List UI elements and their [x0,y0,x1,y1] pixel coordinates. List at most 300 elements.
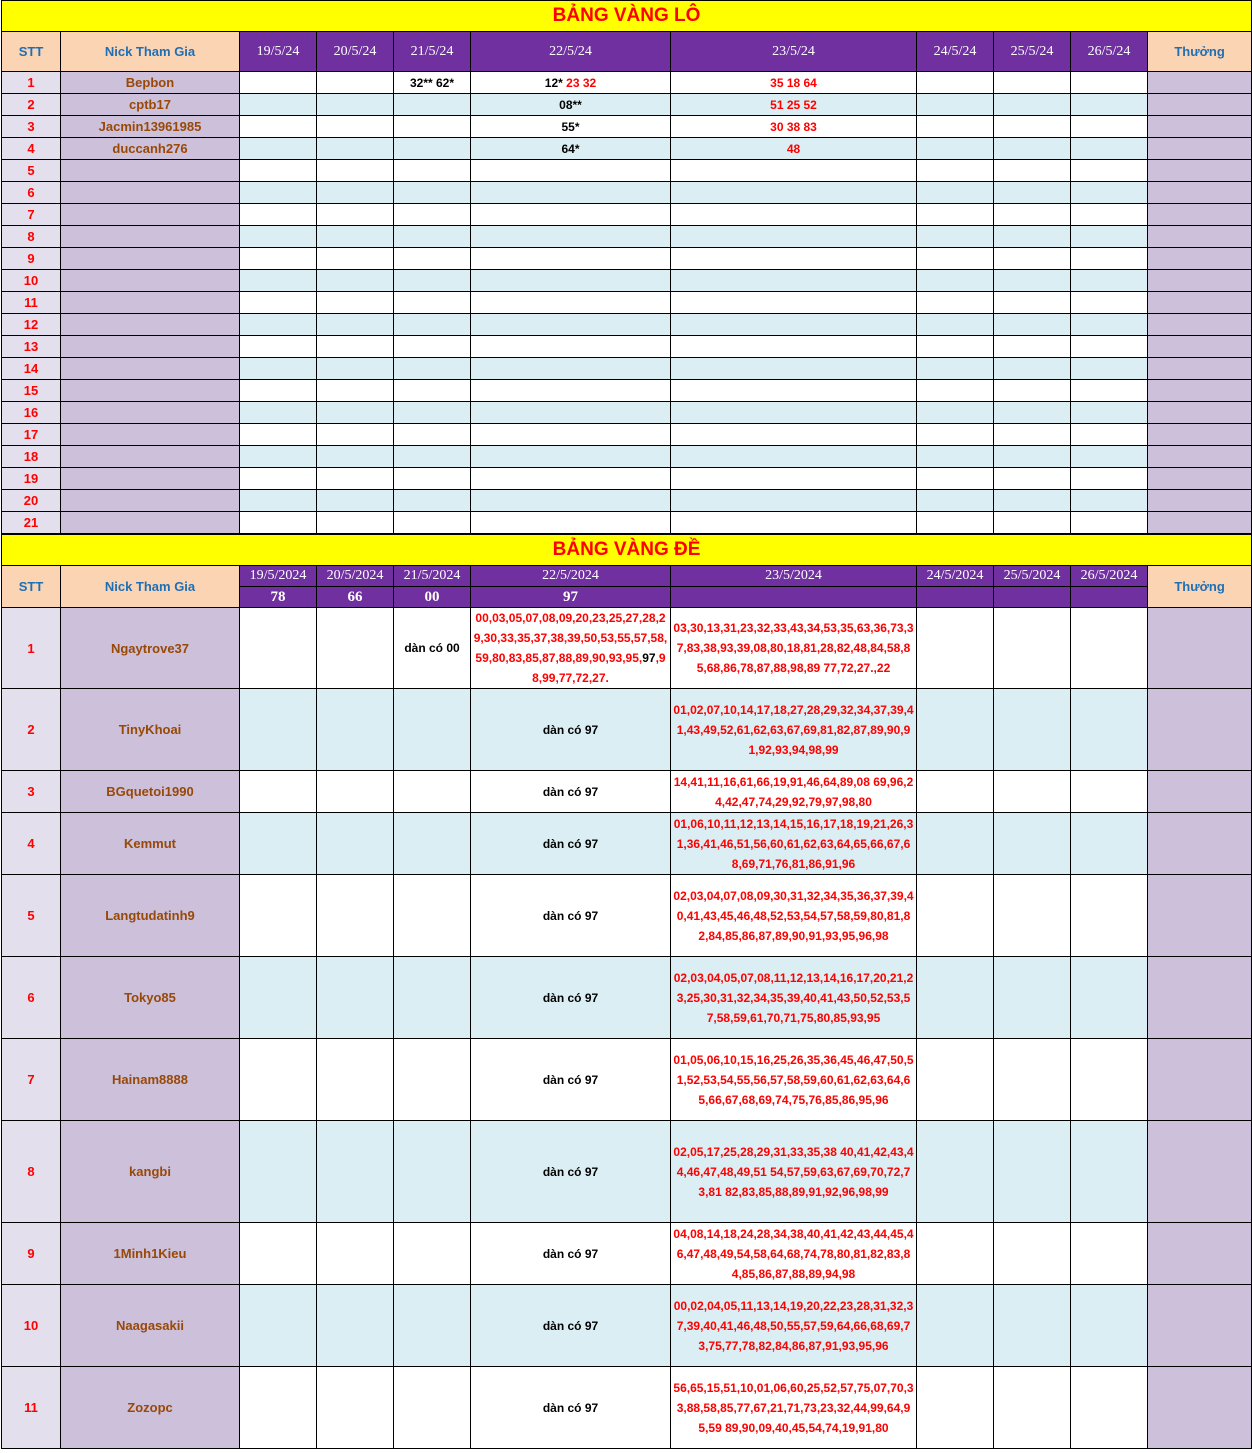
date-cell [317,116,394,138]
prize-cell [1148,424,1252,446]
date-cell [1071,468,1148,490]
date-cell [240,402,317,424]
date-cell [917,314,994,336]
table-row [2,771,1252,813]
stt-cell: 18 [2,446,61,468]
date-cell [394,424,471,446]
de-result-cell [994,587,1071,608]
date-cell [917,512,994,534]
lo-body [2,72,1252,534]
stt-cell: 16 [2,402,61,424]
date-cell [917,957,994,1039]
date-cell [994,446,1071,468]
cell-text: 56,65,15,51,10,01,06,60,25,52,57,75,07,70,33,88,58,85,77,67,21,71,73,23,32,44,99,64,95,59 89,90,09,40,45,54,74,19,91,80 [673,1380,914,1435]
date-cell [240,314,317,336]
date-cell [240,490,317,512]
nick-cell: BGquetoi1990 [61,771,240,813]
table-row [2,94,1252,116]
date-cell [317,608,394,689]
date-cell [671,608,917,689]
date-cell [917,1285,994,1367]
date-cell [317,270,394,292]
prize-cell [1148,182,1252,204]
de-title: BẢNG VÀNG ĐỀ [2,535,1252,566]
cell-text: dàn có 97 [542,990,599,1005]
date-cell [1071,182,1148,204]
nick-cell [61,424,240,446]
date-cell [994,512,1071,534]
date-cell [317,446,394,468]
date-cell [994,1039,1071,1121]
prize-cell [1148,248,1252,270]
nick-cell: Zozopc [61,1367,240,1449]
date-cell [240,771,317,813]
date-cell [394,1285,471,1367]
date-cell [471,468,671,490]
stt-cell: 10 [2,270,61,292]
date-cell [917,771,994,813]
stt-cell: 19 [2,468,61,490]
date-cell [471,512,671,534]
date-cell [1071,72,1148,94]
prize-cell [1148,292,1252,314]
table-row [2,1121,1252,1223]
prize-cell [1148,270,1252,292]
table-row [2,402,1252,424]
date-cell [394,358,471,380]
date-cell [671,1121,917,1223]
date-cell [994,424,1071,446]
table-row [2,182,1252,204]
nick-cell: duccanh276 [61,138,240,160]
date-cell [317,292,394,314]
table-row [2,957,1252,1039]
date-cell [917,468,994,490]
stt-cell: 21 [2,512,61,534]
date-cell [240,1121,317,1223]
lo-prize-header: Thưởng [1148,32,1252,72]
date-cell [1071,292,1148,314]
date-cell [917,248,994,270]
date-cell [394,446,471,468]
stt-cell: 17 [2,424,61,446]
prize-cell [1148,1121,1252,1223]
cell-text: 02,05,17,25,28,29,31,33,35,38 40,41,42,43,44,46,47,48,49,51 54,57,59,63,67,69,70,72,73,81 82,83,85,88,89,91,92,96,98,99 [673,1144,914,1199]
date-cell [917,1121,994,1223]
prize-cell [1148,72,1252,94]
nick-cell [61,490,240,512]
table-row [2,160,1252,182]
date-cell [917,72,994,94]
date-cell [240,608,317,689]
date-cell [917,608,994,689]
de-result-cell [1071,587,1148,608]
date-cell [671,358,917,380]
date-cell [671,204,917,226]
date-cell [917,270,994,292]
cell-text: dàn có 97 [542,1400,599,1415]
date-cell [994,957,1071,1039]
date-cell [917,204,994,226]
date-cell [671,689,917,771]
nick-cell [61,402,240,424]
stt-cell: 10 [2,1285,61,1367]
date-cell [917,446,994,468]
date-cell [1071,689,1148,771]
date-cell [471,380,671,402]
date-cell [671,380,917,402]
de-table [1,534,1252,1449]
stt-cell: 2 [2,94,61,116]
date-cell [394,608,471,689]
cell-text: 51 25 52 [770,97,817,112]
date-cell [1071,1285,1148,1367]
date-cell [994,1121,1071,1223]
date-cell [1071,771,1148,813]
date-cell [1071,204,1148,226]
date-cell [994,468,1071,490]
date-cell [917,380,994,402]
date-cell [471,424,671,446]
date-cell [1071,138,1148,160]
cell-text: 14,41,11,16,61,66,19,91,46,64,89,08 69,96,24,42,47,74,29,92,79,97,98,80 [673,774,914,809]
date-cell [394,875,471,957]
nick-cell: Kemmut [61,813,240,875]
de-date-header: 25/5/2024 [994,566,1071,587]
date-cell [240,1285,317,1367]
date-cell [1071,94,1148,116]
date-cell [671,270,917,292]
cell-text: 00,02,04,05,11,13,14,19,20,22,23,28,31,32,37,39,40,41,46,48,50,55,57,59,64,66,68,69,73,75,77,78,82,84,86,87,91,93,95,96 [673,1298,914,1353]
stt-cell: 9 [2,248,61,270]
date-cell [1071,957,1148,1039]
date-cell [994,1223,1071,1285]
date-cell [471,292,671,314]
lo-table [1,0,1252,534]
date-cell [671,182,917,204]
nick-cell: Tokyo85 [61,957,240,1039]
lo-date-header: 24/5/24 [917,32,994,72]
date-cell [471,875,671,957]
date-cell [671,957,917,1039]
date-cell [240,512,317,534]
table-row [2,204,1252,226]
prize-cell [1148,336,1252,358]
date-cell [1071,226,1148,248]
date-cell [394,292,471,314]
lo-date-header: 22/5/24 [471,32,671,72]
de-stt-header: STT [2,566,61,608]
date-cell [1071,402,1148,424]
cell-text: 00,03,05,07,08,09,20,23,25,27,28,29,30,33,35,37,38,39,50,53,55,57,58,59,80,83,85,87,88,89,90,93,95, [473,611,668,665]
date-cell [394,380,471,402]
nick-cell: Hainam8888 [61,1039,240,1121]
date-cell [317,1285,394,1367]
cell-text: dàn có 97 [542,836,599,851]
date-cell [917,358,994,380]
date-cell [394,138,471,160]
date-cell [671,424,917,446]
nick-cell: Bepbon [61,72,240,94]
date-cell [917,1223,994,1285]
date-cell [317,875,394,957]
date-cell [317,138,394,160]
date-cell [917,813,994,875]
nick-cell [61,446,240,468]
date-cell [394,160,471,182]
prize-cell [1148,771,1252,813]
de-result-cell: 66 [317,587,394,608]
date-cell [240,336,317,358]
date-cell [671,490,917,512]
stt-cell: 1 [2,608,61,689]
nick-cell [61,358,240,380]
date-cell [1071,380,1148,402]
date-cell [994,116,1071,138]
stt-cell: 12 [2,314,61,336]
date-cell [671,138,917,160]
date-cell [240,248,317,270]
date-cell [1071,1121,1148,1223]
date-cell [471,689,671,771]
date-cell [1071,358,1148,380]
de-prize-header: Thưởng [1148,566,1252,608]
date-cell [317,358,394,380]
nick-cell [61,292,240,314]
date-cell [471,138,671,160]
date-cell [394,1223,471,1285]
nick-cell [61,314,240,336]
date-cell [317,813,394,875]
date-cell [317,204,394,226]
cell-text: dàn có 97 [542,908,599,923]
date-cell [471,608,671,689]
stt-cell: 20 [2,490,61,512]
date-cell [917,138,994,160]
cell-text: dàn có 97 [542,1246,599,1261]
prize-cell [1148,490,1252,512]
prize-cell [1148,957,1252,1039]
prize-cell [1148,875,1252,957]
date-cell [240,468,317,490]
lo-date-header: 20/5/24 [317,32,394,72]
date-cell [917,292,994,314]
date-cell [240,292,317,314]
table-row [2,72,1252,94]
table-row [2,116,1252,138]
nick-cell [61,468,240,490]
date-cell [394,1121,471,1223]
date-cell [1071,160,1148,182]
date-cell [994,336,1071,358]
nick-cell [61,336,240,358]
date-cell [671,116,917,138]
date-cell [1071,490,1148,512]
prize-cell [1148,226,1252,248]
prize-cell [1148,689,1252,771]
table-row [2,380,1252,402]
table-row [2,314,1252,336]
date-cell [317,1367,394,1449]
table-row [2,512,1252,534]
nick-cell: TinyKhoai [61,689,240,771]
date-cell [1071,875,1148,957]
date-cell [994,182,1071,204]
nick-cell: Ngaytrove37 [61,608,240,689]
table-row [2,875,1252,957]
nick-cell: kangbi [61,1121,240,1223]
date-cell [240,1367,317,1449]
stt-cell: 11 [2,292,61,314]
stt-cell: 4 [2,813,61,875]
table-row [2,248,1252,270]
date-cell [671,94,917,116]
date-cell [471,160,671,182]
date-cell [317,314,394,336]
de-result-cell: 97 [471,587,671,608]
stt-cell: 3 [2,771,61,813]
date-cell [671,1223,917,1285]
date-cell [471,94,671,116]
de-result-cell [671,587,917,608]
date-cell [317,1039,394,1121]
cell-text: dàn có 00 [404,641,460,655]
date-cell [471,314,671,336]
date-cell [240,875,317,957]
date-cell [671,292,917,314]
date-cell [394,1039,471,1121]
date-cell [471,402,671,424]
stt-cell: 14 [2,358,61,380]
cell-text: 02,03,04,05,07,08,11,12,13,14,16,17,20,21,23,25,30,31,32,34,35,39,40,41,43,50,52,53,57,58,59,61,70,71,75,80,85,93,95 [673,970,914,1025]
prize-cell [1148,1367,1252,1449]
date-cell [240,813,317,875]
table-row [2,689,1252,771]
date-cell [471,182,671,204]
prize-cell [1148,94,1252,116]
date-cell [394,402,471,424]
date-cell [471,116,671,138]
date-cell [317,771,394,813]
stt-cell: 7 [2,1039,61,1121]
date-cell [671,446,917,468]
date-cell [471,1367,671,1449]
date-cell [671,402,917,424]
date-cell [394,270,471,292]
date-cell [671,1367,917,1449]
stt-cell: 5 [2,160,61,182]
stt-cell: 13 [2,336,61,358]
prize-cell [1148,1285,1252,1367]
table-row [2,424,1252,446]
date-cell [671,771,917,813]
date-cell [317,689,394,771]
date-cell [240,138,317,160]
cell-text: 04,08,14,18,24,28,34,38,40,41,42,43,44,45,46,47,48,49,54,58,64,68,74,78,80,81,82,83,84,85,86,87,88,89,94,98 [673,1226,914,1281]
date-cell [1071,314,1148,336]
date-cell [671,1039,917,1121]
de-result-cell [917,587,994,608]
date-cell [471,1285,671,1367]
date-cell [471,226,671,248]
nick-cell [61,226,240,248]
date-cell [1071,270,1148,292]
date-cell [471,204,671,226]
nick-cell: Langtudatinh9 [61,875,240,957]
date-cell [317,226,394,248]
date-cell [994,813,1071,875]
date-cell [317,424,394,446]
cell-text: 01,06,10,11,12,13,14,15,16,17,18,19,21,26,31,36,41,46,51,56,60,61,62,63,64,65,66,67,68,69,71,76,81,86,91,96 [673,816,914,871]
de-date-header: 24/5/2024 [917,566,994,587]
date-cell [240,226,317,248]
date-cell [1071,512,1148,534]
de-date-header: 26/5/2024 [1071,566,1148,587]
cell-text: 12* [544,75,563,90]
nick-cell: 1Minh1Kieu [61,1223,240,1285]
date-cell [994,204,1071,226]
date-cell [471,446,671,468]
stt-cell: 5 [2,875,61,957]
date-cell [994,608,1071,689]
table-row [2,138,1252,160]
cell-text: 55* [561,119,580,134]
date-cell [394,1367,471,1449]
date-cell [1071,424,1148,446]
date-cell [394,512,471,534]
date-cell [917,1367,994,1449]
date-cell [917,424,994,446]
cell-text: dàn có 97 [542,1318,599,1333]
date-cell [471,72,671,94]
cell-text: 02,03,04,07,08,09,30,31,32,34,35,36,37,39,40,41,43,45,46,48,52,53,54,57,58,59,80,81,82,84,85,86,87,89,90,91,93,95,96,98 [673,888,914,943]
date-cell [917,116,994,138]
date-cell [240,182,317,204]
date-cell [317,512,394,534]
date-cell [394,314,471,336]
lo-stt-header: STT [2,32,61,72]
de-result-cell: 78 [240,587,317,608]
date-cell [394,94,471,116]
prize-cell [1148,1039,1252,1121]
date-cell [240,160,317,182]
date-cell [917,336,994,358]
stt-cell: 15 [2,380,61,402]
lo-date-header: 19/5/24 [240,32,317,72]
date-cell [1071,1223,1148,1285]
date-cell [994,248,1071,270]
cell-text: 01,05,06,10,15,16,25,26,35,36,45,46,47,50,51,52,53,54,55,56,57,58,59,60,61,62,63,64,65,66,67,68,69,74,75,76,85,86,95,96 [673,1052,914,1107]
date-cell [394,336,471,358]
date-cell [1071,813,1148,875]
prize-cell [1148,813,1252,875]
date-cell [240,446,317,468]
date-cell [394,204,471,226]
lo-date-header: 23/5/24 [671,32,917,72]
date-cell [671,72,917,94]
table-row [2,226,1252,248]
date-cell [394,248,471,270]
lo-title: BẢNG VÀNG LÔ [2,1,1252,32]
date-cell [240,424,317,446]
date-cell [240,72,317,94]
stt-cell: 11 [2,1367,61,1449]
date-cell [994,160,1071,182]
date-cell [671,1285,917,1367]
date-cell [394,813,471,875]
lo-date-header: 21/5/24 [394,32,471,72]
prize-cell [1148,314,1252,336]
